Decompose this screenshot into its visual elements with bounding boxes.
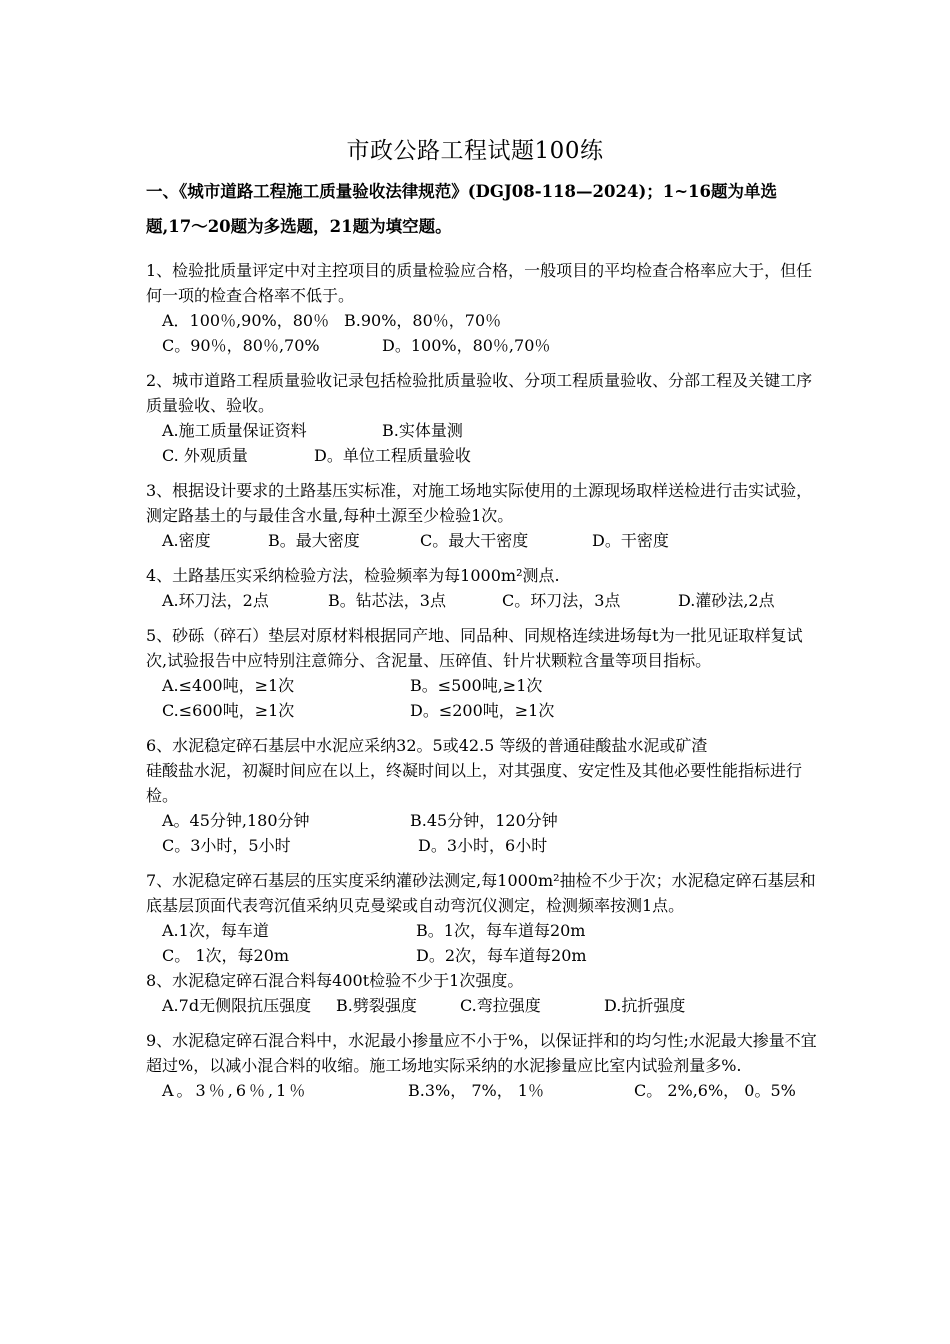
option-row (146, 418, 818, 443)
option-a: A。3％,6％,1％ (162, 1081, 309, 1100)
option-b: B。1次，每车道每20m (416, 921, 586, 940)
option-d: D。≤200吨，≥1次 (410, 701, 555, 720)
option-c: C.≤600吨，≥1次 (162, 701, 295, 720)
option-b: B。最大密度 (268, 531, 360, 550)
option-a: A。45分钟,180分钟 (162, 811, 310, 830)
option-d: D。干密度 (592, 531, 669, 550)
option-c: C。3小时，5小时 (162, 836, 291, 855)
option-d: D。3小时，6小时 (418, 836, 548, 855)
option-b: B.45分钟，120分钟 (410, 811, 558, 830)
option-row (146, 308, 818, 333)
question-stem: 4、土路基压实采纳检验方法，检验频率为每1000m²测点. (146, 566, 560, 585)
option-d: D。单位工程质量验收 (314, 446, 471, 465)
question-stem: 6、水泥稳定碎石基层中水泥应采纳32。5或42.5 等级的普通硅酸盐水泥或矿渣 硅酸盐水泥，初凝时间应在以上，终凝时间以上，对其强度、安定性及其他必要性能指标进行检。 (146, 736, 803, 805)
option-b: B.90%，80％，70％ (344, 311, 502, 330)
question-2 (146, 368, 818, 468)
option-c: C。 2%,6%， 0。5% (634, 1081, 796, 1100)
option-row (146, 808, 818, 833)
question-9 (146, 1028, 818, 1103)
question-stem: 1、检验批质量评定中对主控项目的质量检验应合格，一般项目的平均检查合格率应大于，但任何一项的检查合格率不低于。 (146, 261, 813, 305)
question-6 (146, 733, 818, 858)
question-stem: 9、水泥稳定碎石混合料中，水泥最小掺量应不小于%，以保证拌和的均匀性;水泥最大掺量不宜超过%，以减小混合料的收缩。施工场地实际采纳的水泥掺量应比室内试验剂量多%. (146, 1031, 817, 1075)
option-d: D.灌砂法,2点 (678, 591, 775, 610)
question-list (146, 258, 818, 1103)
question-stem: 7、水泥稳定碎石基层的压实度采纳灌砂法测定,每1000m²抽检不少于次；水泥稳定碎石基层和底基层顶面代表弯沉值采纳贝克曼梁或自动弯沉仪测定，检测频率按测1点。 (146, 871, 816, 915)
option-a: A.密度 (162, 531, 211, 550)
section-heading: 一、《城市道路工程施工质量验收法律规范》(DGJ08-118—2024)；1~16题为单选题,17～20题为多选题，21题为填空题。 (146, 182, 778, 236)
option-d: D。2次，每车道每20m (416, 946, 587, 965)
option-row (146, 673, 818, 698)
question-stem: 3、根据设计要求的土路基压实标准，对施工场地实际使用的土源现场取样送检进行击实试验，测定路基土的与最佳含水量,每种土源至少检验1次。 (146, 481, 813, 525)
option-a: A.≤400吨，≥1次 (162, 676, 295, 695)
question-7 (146, 868, 818, 968)
option-row (146, 943, 818, 968)
document-title: 市政公路工程试题100练 (346, 138, 604, 164)
option-c: C.弯拉强度 (460, 996, 541, 1015)
option-a: A.环刀法，2点 (162, 591, 269, 610)
option-row (146, 588, 818, 613)
option-b: B.3%， 7%， 1％ (408, 1081, 544, 1100)
option-row (146, 918, 818, 943)
question-stem: 2、城市道路工程质量验收记录包括检验批质量验收、分项工程质量验收、分部工程及关键工序质量验收、验收。 (146, 371, 813, 415)
option-c: C。90％，80％,70% (162, 336, 320, 355)
question-1 (146, 258, 818, 358)
option-c: C。 1次，每20m (162, 946, 290, 965)
option-a: A.施工质量保证资料 (162, 421, 307, 440)
option-c: C。环刀法，3点 (502, 591, 621, 610)
option-c: C. 外观质量 (162, 446, 248, 465)
question-5 (146, 623, 818, 723)
option-b: B.劈裂强度 (336, 996, 417, 1015)
option-b: B.实体量测 (382, 421, 463, 440)
question-stem: 5、砂砾（碎石）垫层对原材料根据同产地、同品种、同规格连续进场每t为一批见证取样复试次,试验报告中应特别注意筛分、含泥量、压碎值、针片状颗粒含量等项目指标。 (146, 626, 803, 670)
option-b: B。≤500吨,≥1次 (410, 676, 543, 695)
option-row (146, 1078, 818, 1103)
option-row (146, 993, 818, 1018)
option-a: A.1次，每车道 (162, 921, 269, 940)
question-8 (146, 968, 818, 1018)
option-row (146, 698, 818, 723)
question-3 (146, 478, 818, 553)
question-stem: 8、水泥稳定碎石混合料每400t检验不少于1次强度。 (146, 971, 524, 990)
option-c: C。最大干密度 (420, 531, 529, 550)
option-d: D.抗折强度 (604, 996, 686, 1015)
option-row (146, 443, 818, 468)
option-row (146, 333, 818, 358)
option-row (146, 833, 818, 858)
question-4 (146, 563, 818, 613)
option-a: A．100％,90%，80％ (162, 311, 330, 330)
option-d: D。100%，80％,70％ (382, 336, 551, 355)
option-a: A.7d无侧限抗压强度 (162, 996, 312, 1015)
option-b: B。钻芯法，3点 (328, 591, 446, 610)
option-row (146, 528, 818, 553)
